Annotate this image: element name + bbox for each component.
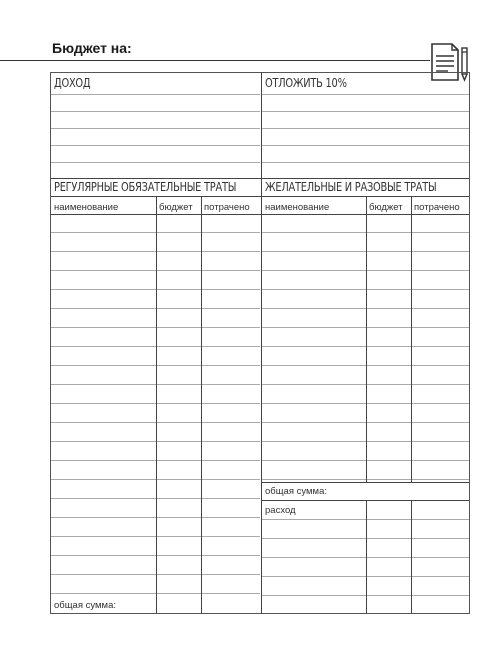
save-line [262,94,469,95]
optional-col-name: наименование [265,202,330,213]
regular-spent-divider [201,196,202,614]
regular-total-label: общая сумма: [54,600,116,611]
optional-expenses-heading: ЖЕЛАТЕЛЬНЫЕ И РАЗОВЫЕ ТРАТЫ [265,180,437,194]
regular-col-budget: бюджет [159,202,193,213]
income-line [51,94,260,95]
optional-budget-divider [366,196,367,482]
budget-frame [50,72,470,614]
optional-total-top [262,482,469,483]
regular-col-spent: потрачено [204,202,250,213]
table-header-bottom [51,214,469,215]
regular-col-name: наименование [54,202,119,213]
save-line [262,128,469,129]
title-underline [0,60,430,61]
optional-col-spent: потрачено [414,202,460,213]
save-line [262,162,469,163]
table-header-top [51,196,469,197]
optional-expense-label: расход [265,505,296,516]
optional-spent-divider-lower [411,500,412,614]
optional-spent-divider [411,196,412,482]
optional-col-budget: бюджет [369,202,403,213]
save-line [262,145,469,146]
section-divider [51,178,469,179]
regular-budget-divider [156,196,157,614]
optional-total-label: общая сумма: [265,486,327,497]
optional-budget-divider-lower [366,500,367,614]
income-line [51,128,260,129]
page-title: Бюджет на: [52,40,132,56]
save-heading: ОТЛОЖИТЬ 10% [265,76,347,90]
save-line [262,111,469,112]
income-line [51,162,260,163]
income-line [51,111,260,112]
income-line [51,145,260,146]
regular-expenses-heading: РЕГУЛЯРНЫЕ ОБЯЗАТЕЛЬНЫЕ ТРАТЫ [54,180,237,194]
center-divider [261,72,262,614]
income-heading: ДОХОД [54,76,91,90]
